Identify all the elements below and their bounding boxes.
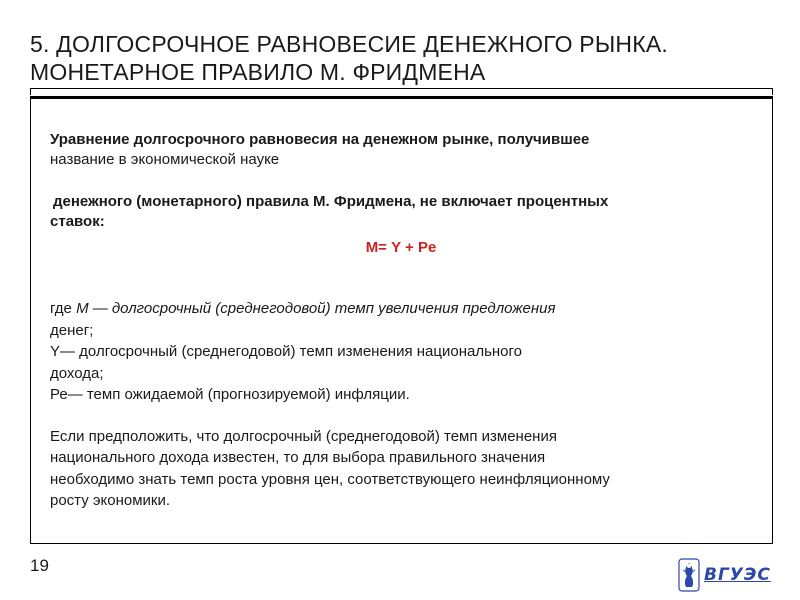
where-line-4: дохода;: [50, 364, 104, 382]
paragraph-line-4: росту экономики.: [50, 492, 171, 509]
where-definitions: [50, 298, 730, 406]
where-line-2: денег;: [50, 321, 94, 339]
where-line-5: Ре— темп ожидаемой (прогнозируемой) инфляции.: [50, 386, 410, 403]
divider-right-tick: [772, 89, 773, 95]
content-body: [50, 130, 730, 512]
rule-line-2: ставок:: [50, 213, 105, 230]
title-line-1: 5. ДОЛГОСРОЧНОЕ РАВНОВЕСИЕ ДЕНЕЖНОГО РЫНКА.: [30, 31, 668, 57]
title-line-2: МОНЕТАРНОЕ ПРАВИЛО М. ФРИДМЕНА: [30, 59, 486, 85]
where-line-1: [50, 298, 730, 320]
slide-title: [30, 30, 770, 86]
where-m-definition: М — долгосрочный (среднегодовой) темп увеличения предложения: [76, 300, 556, 317]
where-line-3: Y— долгосрочный (среднегодовой) темп изменения национального: [50, 343, 522, 360]
logo-text: ВГУЭС: [704, 565, 771, 585]
paragraph-line-1: Если предположить, что долгосрочный (среднегодовой) темп изменения: [50, 427, 557, 445]
paragraph-line-2: национального дохода известен, то для выбора правильного значения: [50, 449, 546, 466]
page-number: 19: [30, 556, 49, 575]
intro-bold-text: Уравнение долгосрочного равновесия на денежном рынке, получившее: [50, 131, 590, 148]
where-prefix: где: [50, 300, 77, 317]
divider-left-tick: [30, 89, 31, 95]
formula: М= Y + Pe: [365, 239, 437, 256]
rule-line-1: денежного (монетарного) правила М. Фридмена, не включает процентных: [53, 193, 609, 210]
intro-normal-text: название в экономической науке: [50, 151, 280, 168]
title-divider: [30, 88, 773, 89]
conclusion-paragraph: [50, 426, 730, 512]
rule-statement: [50, 192, 730, 232]
paragraph-line-3: необходимо знать темп роста уровня цен, соответствующего неинфляционному: [50, 470, 610, 488]
university-logo: [678, 557, 778, 593]
university-emblem-icon: [678, 558, 700, 592]
